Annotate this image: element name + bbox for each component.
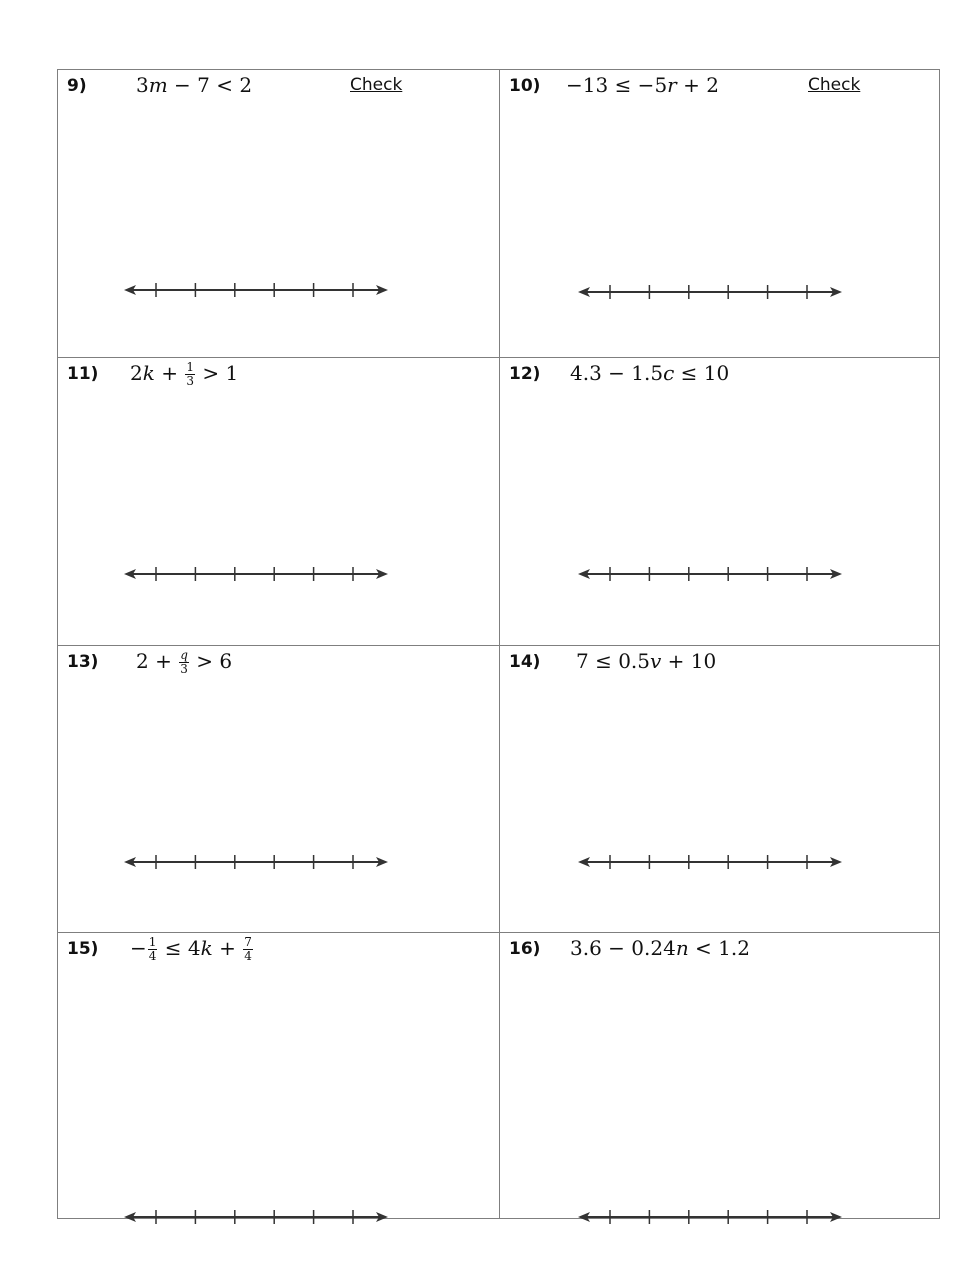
expr-part: ≤ 4 (164, 936, 201, 960)
fraction (185, 361, 195, 388)
problem-number: 11) (67, 364, 99, 384)
expr-part: 3 (136, 73, 149, 97)
problem-number: 9) (67, 76, 87, 96)
expr-part: + (212, 936, 243, 960)
variable: c (663, 361, 675, 385)
fraction (148, 936, 158, 963)
inequality (130, 936, 254, 963)
expr-part: 7 ≤ 0.5 (576, 649, 651, 673)
problem-10 (500, 70, 941, 357)
worksheet-grid (57, 69, 940, 1219)
variable: n (675, 936, 689, 960)
number-line[interactable] (124, 280, 388, 300)
inequality (570, 936, 750, 960)
expr-part: ≤ 10 (674, 361, 730, 385)
problem-number: 14) (509, 652, 541, 672)
number-line[interactable] (124, 852, 388, 872)
expr-part: 2 + (136, 649, 179, 673)
variable: k (142, 361, 155, 385)
expr-part: < 1.2 (688, 936, 750, 960)
inequality (570, 361, 729, 385)
expr-part: − (130, 936, 147, 960)
numerator: 1 (186, 360, 194, 374)
number-line[interactable] (124, 564, 388, 584)
denominator: 4 (148, 949, 157, 963)
numerator: 1 (148, 935, 157, 949)
number-line[interactable] (578, 564, 842, 584)
problem-15 (58, 933, 499, 1220)
check-link[interactable]: Check (808, 75, 861, 95)
expr-part: −13 ≤ −5 (566, 73, 668, 97)
number-line[interactable] (578, 1207, 842, 1227)
inequality (130, 361, 238, 388)
expr-part: 4.3 − 1.5 (570, 361, 664, 385)
inequality (576, 649, 716, 673)
expr-part: 3.6 − 0.24 (570, 936, 676, 960)
inequality (136, 73, 252, 97)
problem-14 (500, 646, 941, 933)
problem-12 (500, 358, 941, 645)
problem-number: 13) (67, 652, 99, 672)
expr-part: − 7 < 2 (167, 73, 253, 97)
fraction (243, 936, 253, 963)
expr-part: + 2 (676, 73, 719, 97)
variable: r (667, 73, 677, 97)
fraction (179, 649, 189, 676)
problem-number: 15) (67, 939, 99, 959)
denominator: 4 (244, 949, 252, 963)
denominator: 3 (180, 662, 188, 676)
number-line[interactable] (578, 852, 842, 872)
inequality (566, 73, 719, 97)
denominator: 3 (186, 374, 194, 388)
expr-part: > 6 (189, 649, 233, 673)
problem-number: 16) (509, 939, 541, 959)
expr-part: + (154, 361, 185, 385)
expr-part: 2 (130, 361, 143, 385)
expr-part: + 10 (661, 649, 717, 673)
problem-16 (500, 933, 941, 1220)
expr-part: > 1 (195, 361, 239, 385)
variable: m (148, 73, 168, 97)
number-line[interactable] (578, 282, 842, 302)
variable: k (200, 936, 213, 960)
inequality (136, 649, 232, 676)
variable: v (650, 649, 662, 673)
problem-number: 10) (509, 76, 541, 96)
problem-9 (58, 70, 499, 357)
numerator: 7 (244, 935, 252, 949)
problem-11 (58, 358, 499, 645)
number-line[interactable] (124, 1207, 388, 1227)
problem-13 (58, 646, 499, 933)
problem-number: 12) (509, 364, 541, 384)
numerator: q (180, 648, 188, 662)
check-link[interactable]: Check (350, 75, 403, 95)
